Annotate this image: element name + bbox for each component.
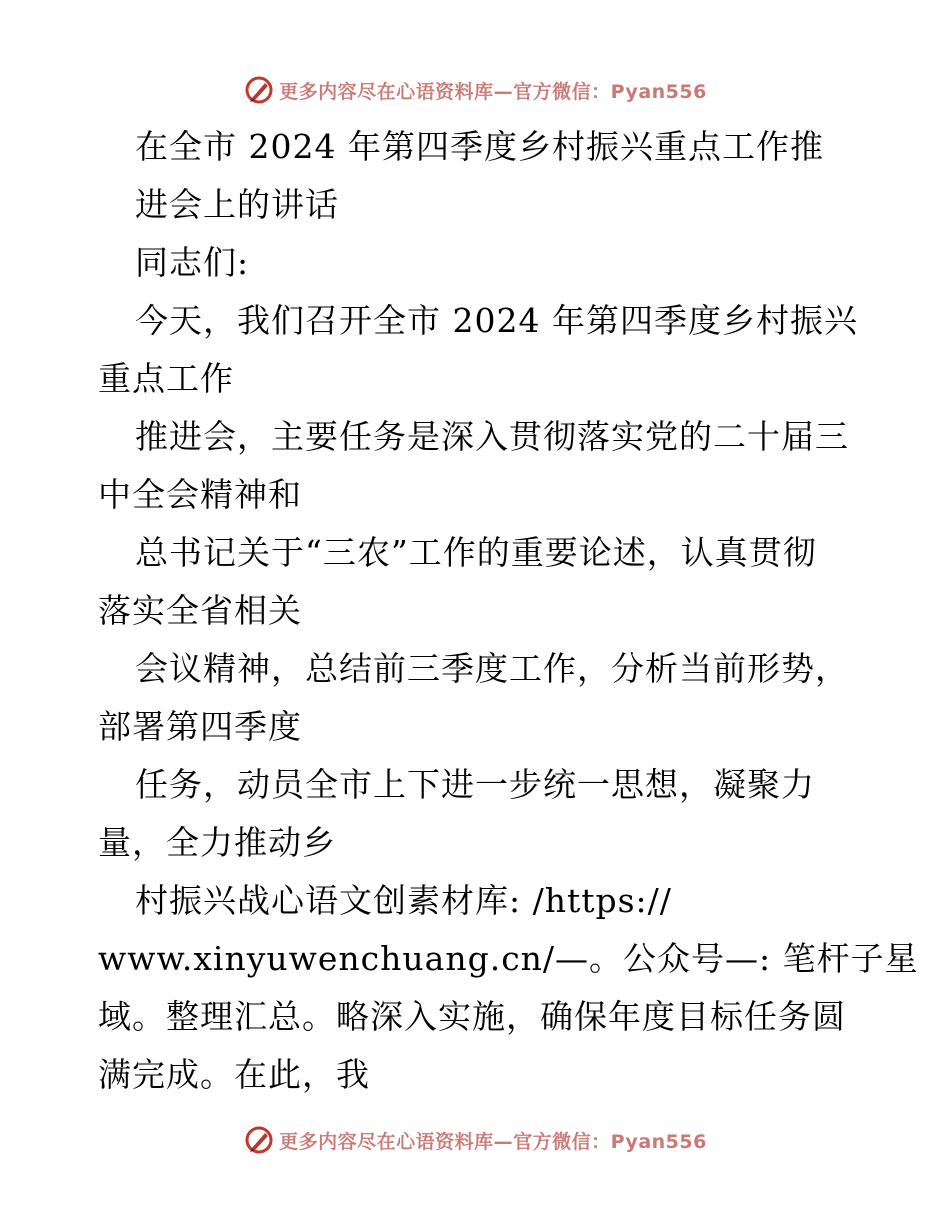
- paragraph-line: 任务，动员全市上下进一步统一思想，凝聚力: [135, 765, 815, 804]
- footer-banner-text: 更多内容尽在心语资料库—官方微信：Pyan556: [279, 1130, 707, 1153]
- header-banner-text: 更多内容尽在心语资料库—官方微信：Pyan556: [279, 80, 707, 103]
- paragraph-line: www.xinyuwenchuang.cn/—。公众号—: 笔杆子星: [98, 939, 919, 978]
- document-body: [98, 118, 919, 1104]
- pen-ring-logo-icon: [243, 74, 275, 106]
- title-line-1: 在全市 2024 年第四季度乡村振兴重点工作推: [135, 127, 824, 166]
- paragraph-line: 总书记关于“三农”工作的重要论述，认真贯彻: [135, 533, 817, 572]
- paragraph-line: 重点工作: [98, 359, 234, 398]
- paragraph-line: 推进会，主要任务是深入贯彻落实党的二十届三: [135, 417, 849, 456]
- paragraph-line: 部署第四季度: [98, 707, 302, 746]
- paragraph-line: 会议精神，总结前三季度工作，分析当前形势，: [135, 649, 849, 688]
- paragraph-line: 村振兴战心语文创素材库: /https://: [135, 881, 672, 920]
- salutation: 同志们:: [135, 243, 250, 282]
- paragraph-line: 量，全力推动乡: [98, 823, 336, 862]
- paragraph-line: 落实全省相关: [98, 591, 302, 630]
- paragraph-line: 域。整理汇总。略深入实施，确保年度目标任务圆: [98, 997, 846, 1036]
- paragraph-line: 今天，我们召开全市 2024 年第四季度乡村振兴: [135, 301, 858, 340]
- title-line-2: 进会上的讲话: [135, 185, 339, 224]
- header-banner: [0, 70, 950, 110]
- paragraph-line: 中全会精神和: [98, 475, 302, 514]
- pen-ring-logo-icon: [243, 1124, 275, 1156]
- paragraph-line: 满完成。在此，我: [98, 1055, 370, 1094]
- footer-banner: [0, 1120, 950, 1160]
